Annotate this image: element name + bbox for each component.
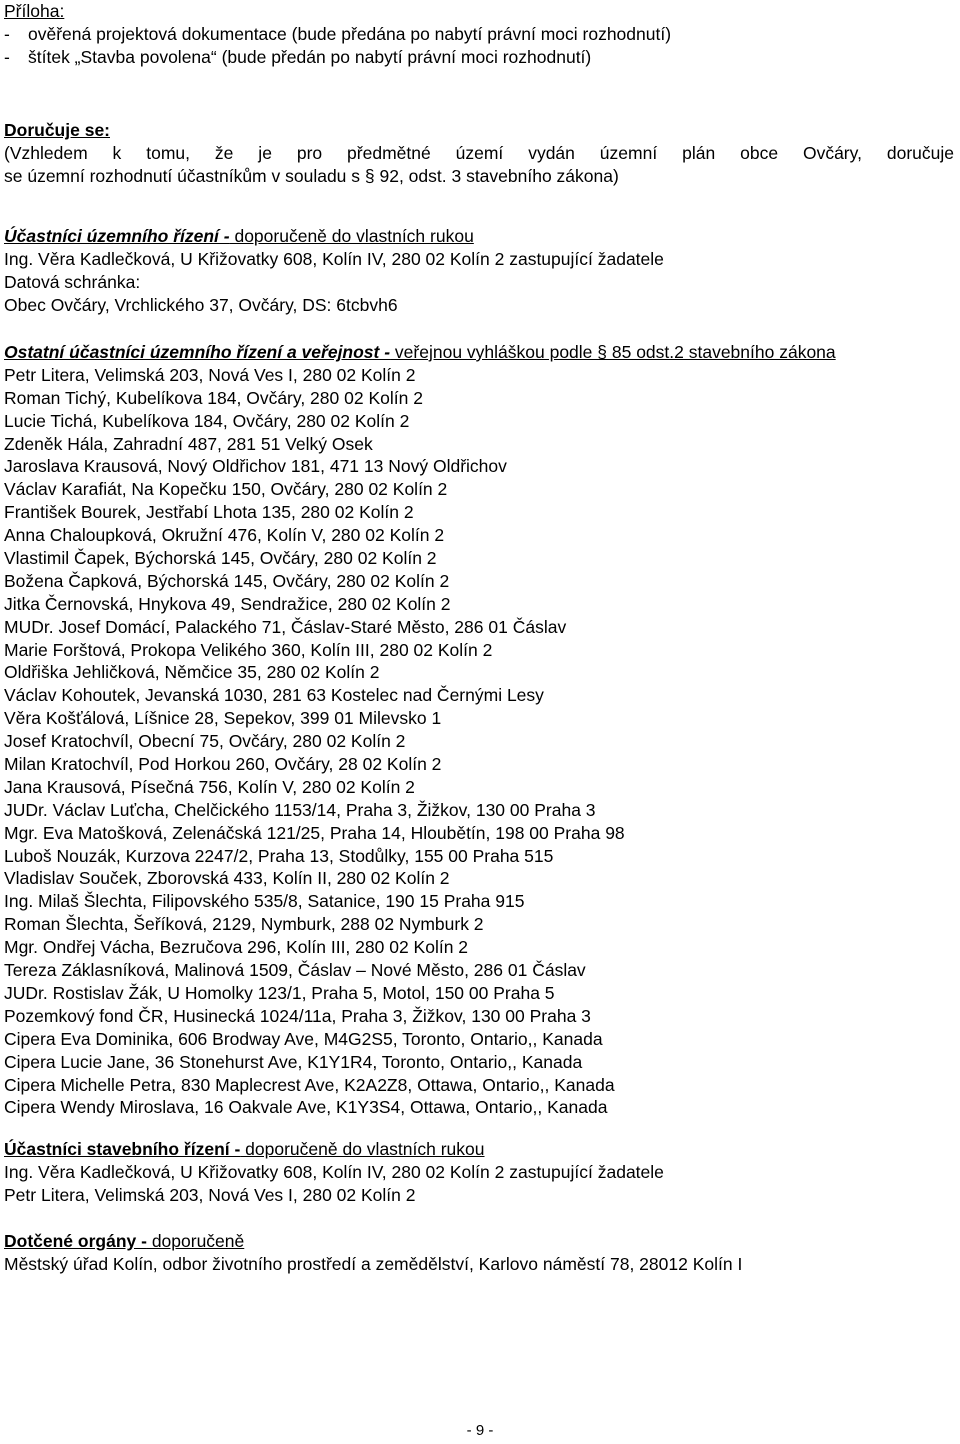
list-item: Vladislav Souček, Zborovská 433, Kolín II, 280 02 Kolín 2 [4,868,450,889]
other-participants-section [4,341,954,1119]
list-item: Jaroslava Krausová, Nový Oldřichov 181, 471 13 Nový Oldřichov [4,456,507,477]
list-item: Vlastimil Čapek, Býchorská 145, Ovčáry, 280 02 Kolín 2 [4,548,437,569]
page-number: - 9 - [466,1422,494,1439]
list-item: Roman Tichý, Kubelíkova 184, Ovčáry, 280 02 Kolín 2 [4,387,423,408]
list-item: Božena Čapková, Býchorská 145, Ovčáry, 280 02 Kolín 2 [4,570,450,591]
list-item: Václav Kohoutek, Jevanská 1030, 281 63 Kostelec nad Černými Lesy [4,685,544,706]
list-item: Marie Forštová, Prokopa Velikého 360, Kolín III, 280 02 Kolín 2 [4,639,493,660]
delivery-section [4,119,954,188]
attachments-title: Příloha: [4,1,65,21]
attachment-item: - štítek „Stavba povolena“ (bude předán po nabytí právní moci rozhodnutí) [4,46,592,67]
list-item: Petr Litera, Velimská 203, Nová Ves I, 280 02 Kolín 2 [4,364,416,385]
list-item: Roman Šlechta, Šeříková, 2129, Nymburk, 288 02 Nymburk 2 [4,914,484,935]
list-item: Václav Karafiát, Na Kopečku 150, Ovčáry, 280 02 Kolín 2 [4,479,448,500]
list-item: Jana Krausová, Písečná 756, Kolín V, 280 02 Kolín 2 [4,776,415,797]
list-item: Oldřiška Jehličková, Němčice 35, 280 02 Kolín 2 [4,662,380,683]
list-item: MUDr. Josef Domácí, Palackého 71, Čáslav-Staré Město, 286 01 Čáslav [4,616,567,637]
list-item: Ing. Věra Kadlečková, U Křižovatky 608, Kolín IV, 280 02 Kolín 2 zastupující žadatele [4,1161,664,1182]
list-item: Josef Kratochvíl, Obecní 75, Ovčáry, 280 02 Kolín 2 [4,731,406,752]
list-item: Datová schránka: [4,271,141,292]
list-item: Zdeněk Hála, Zahradní 487, 281 51 Velký Osek [4,433,373,454]
list-item: Cipera Lucie Jane, 36 Stonehurst Ave, K1Y1R4, Toronto, Ontario,, Kanada [4,1051,583,1072]
list-item: JUDr. Václav Luťcha, Chelčického 1153/14, Praha 3, Žižkov, 130 00 Praha 3 [4,799,596,820]
list-item: Věra Košťálová, Líšnice 28, Sepekov, 399 01 Milevsko 1 [4,708,442,729]
participants-zoning-section [4,225,954,317]
list-item: Tereza Záklasníková, Malinová 1509, Čáslav – Nové Město, 286 01 Čáslav [4,960,586,981]
list-item: Lucie Tichá, Kubelíkova 184, Ovčáry, 280 02 Kolín 2 [4,410,410,431]
delivery-title: Doručuje se: [4,120,110,140]
list-item: Mgr. Ondřej Vácha, Bezručova 296, Kolín III, 280 02 Kolín 2 [4,937,469,958]
list-item: Anna Chaloupková, Okružní 476, Kolín V, 280 02 Kolín 2 [4,525,445,546]
list-item: Ing. Milaš Šlechta, Filipovského 535/8, Satanice, 190 15 Praha 915 [4,891,525,912]
list-item: Cipera Eva Dominika, 606 Brodway Ave, M4G2S5, Toronto, Ontario,, Kanada [4,1028,603,1049]
list-item: JUDr. Rostislav Žák, U Homolky 123/1, Praha 5, Motol, 150 00 Praha 5 [4,982,555,1003]
list-item: Mgr. Eva Matošková, Zelenáčská 121/25, Praha 14, Hloubětín, 198 00 Praha 98 [4,822,625,843]
participants-zoning-title: Účastníci územního řízení - doporučeně do vlastních rukou [4,226,474,246]
participants-building-section [4,1138,954,1207]
list-item: Luboš Nouzák, Kurzova 2247/2, Praha 13, Stodůlky, 155 00 Praha 515 [4,845,554,866]
delivery-note-line: se územní rozhodnutí účastníkům v souladu s § 92, odst. 3 stavebního zákona) [4,165,619,186]
other-participants-list [4,364,954,1119]
other-participants-title: Ostatní účastníci územního řízení a veřejnost - veřejnou vyhláškou podle § 85 odst.2 stavebního zákona [4,342,836,362]
list-item: Milan Kratochvíl, Pod Horkou 260, Ovčáry, 28 02 Kolín 2 [4,754,442,775]
list-item: Pozemkový fond ČR, Husinecká 1024/11a, Praha 3, Žižkov, 130 00 Praha 3 [4,1005,591,1026]
attachment-item: - ověřená projektová dokumentace (bude předána po nabytí právní moci rozhodnutí) [4,23,672,44]
list-item: Jitka Černovská, Hnykova 49, Sendražice, 280 02 Kolín 2 [4,593,451,614]
list-item: František Bourek, Jestřabí Lhota 135, 280 02 Kolín 2 [4,502,414,523]
list-item: Ing. Věra Kadlečková, U Křižovatky 608, Kolín IV, 280 02 Kolín 2 zastupující žadatele [4,248,664,269]
authorities-title: Dotčené orgány - doporučeně [4,1231,245,1251]
list-item: Obec Ovčáry, Vrchlického 37, Ovčáry, DS: 6tcbvh6 [4,294,398,315]
list-item: Cipera Michelle Petra, 830 Maplecrest Ave, K2A2Z8, Ottawa, Ontario,, Kanada [4,1074,615,1095]
authorities-section [4,1230,954,1276]
list-item: Petr Litera, Velimská 203, Nová Ves I, 280 02 Kolín 2 [4,1184,416,1205]
attachments-section [4,0,954,69]
participants-building-title: Účastníci stavebního řízení - doporučeně do vlastních rukou [4,1139,485,1159]
list-item: Městský úřad Kolín, odbor životního prostředí a zemědělství, Karlovo náměstí 78, 28012 Kolín I [4,1253,743,1274]
delivery-note-line: (Vzhledem k tomu, že je pro předmětné území vydán územní plán obce Ovčáry, doručuje [4,142,954,163]
list-item: Cipera Wendy Miroslava, 16 Oakvale Ave, K1Y3S4, Ottawa, Ontario,, Kanada [4,1097,608,1118]
